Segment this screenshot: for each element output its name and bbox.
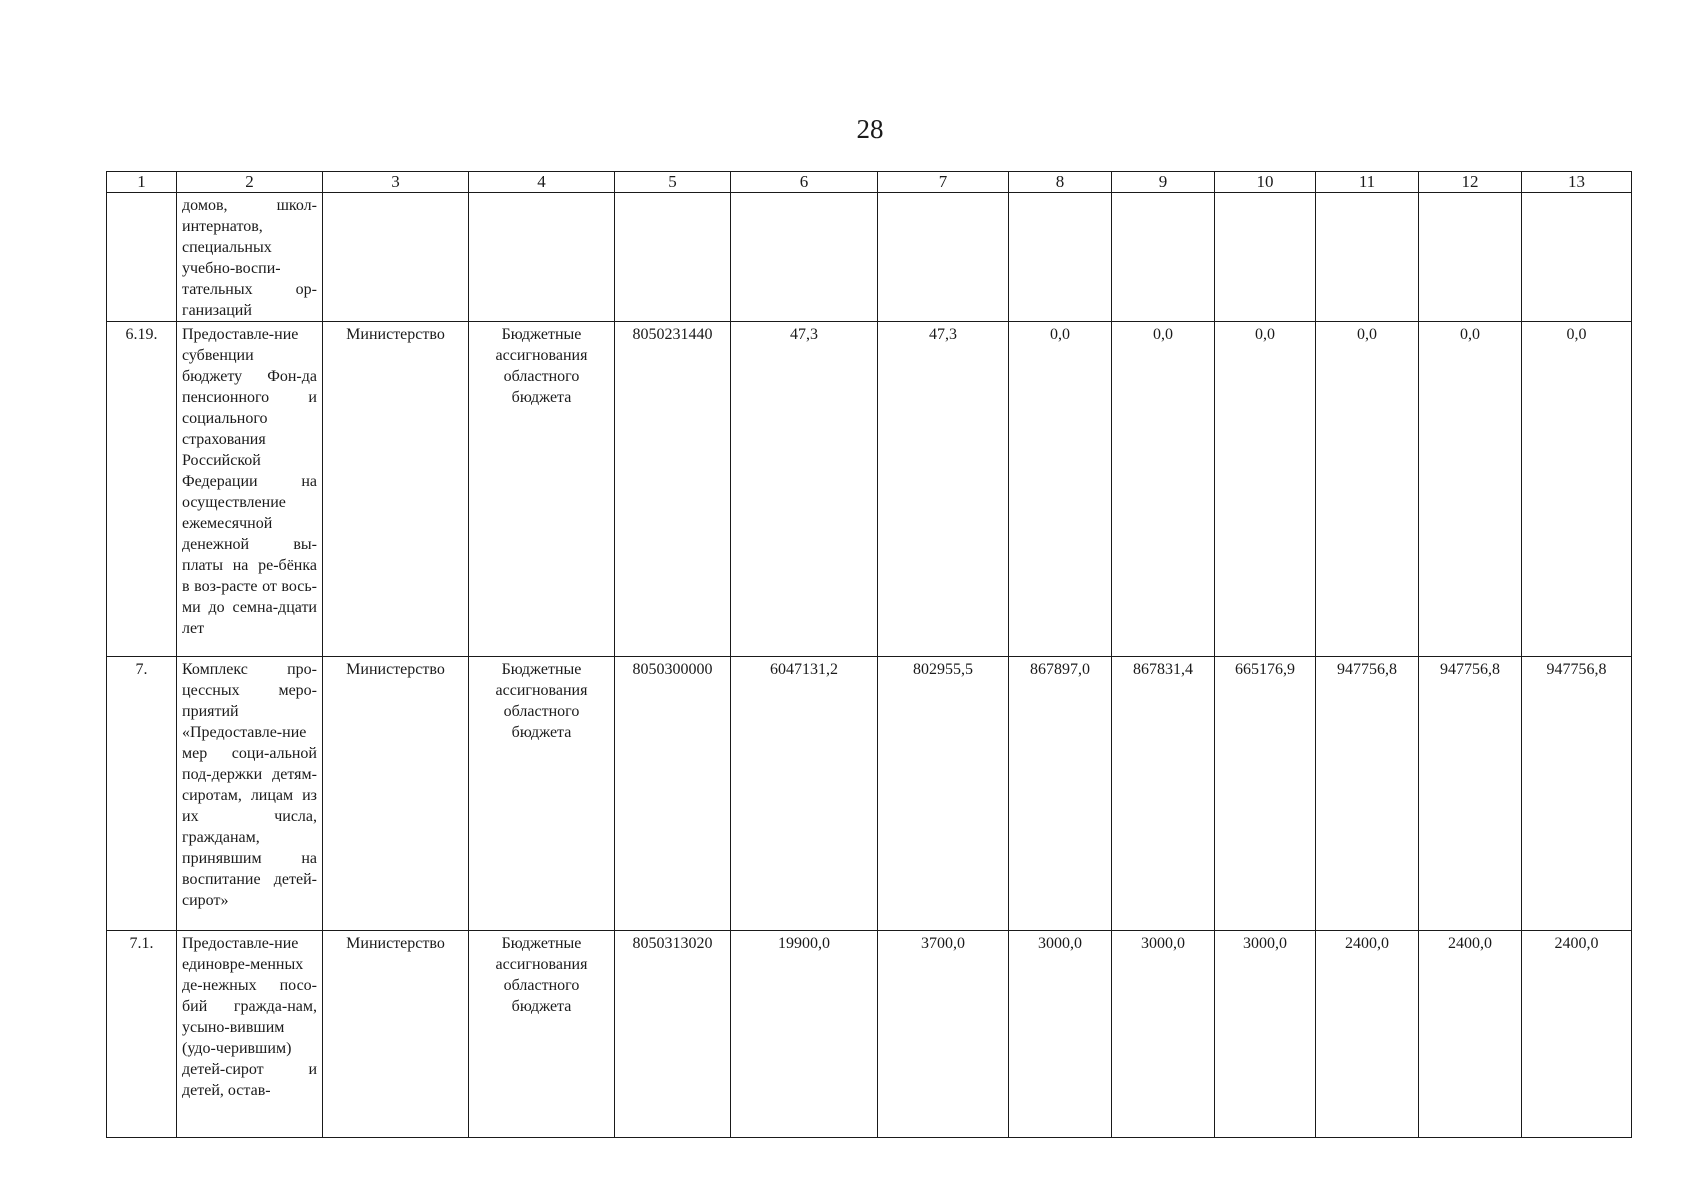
value-cell: 947756,8 — [1316, 657, 1419, 931]
table-row — [107, 193, 1632, 322]
value-cell: 2400,0 — [1316, 931, 1419, 1138]
column-header: 11 — [1316, 172, 1419, 193]
value-cell — [1419, 193, 1522, 322]
value-cell: 0,0 — [1215, 322, 1316, 657]
header-row — [107, 172, 1632, 193]
table-row — [107, 322, 1632, 657]
measure-name: домов, школ-интернатов, специальных учебно-воспи-тательных ор-ганизаций — [177, 193, 323, 322]
row-number: 7. — [107, 657, 177, 931]
value-cell: 3700,0 — [878, 931, 1009, 1138]
value-cell: 0,0 — [1419, 322, 1522, 657]
executor-cell — [323, 193, 469, 322]
column-header: 5 — [615, 172, 731, 193]
executor-cell: Министерство — [323, 931, 469, 1138]
value-cell: 802955,5 — [878, 657, 1009, 931]
value-cell: 47,3 — [731, 322, 878, 657]
value-cell — [1009, 193, 1112, 322]
value-cell: 867897,0 — [1009, 657, 1112, 931]
row-number: 6.19. — [107, 322, 177, 657]
budget-code-cell — [615, 193, 731, 322]
column-header: 1 — [107, 172, 177, 193]
budget-code-cell: 8050313020 — [615, 931, 731, 1138]
executor-cell: Министерство — [323, 657, 469, 931]
funding-source-cell — [469, 193, 615, 322]
budget-table — [106, 171, 1632, 1138]
row-number: 7.1. — [107, 931, 177, 1138]
value-cell: 2400,0 — [1419, 931, 1522, 1138]
row-number — [107, 193, 177, 322]
value-cell: 0,0 — [1522, 322, 1632, 657]
funding-source-cell: Бюджетные ассигнования областного бюджета — [469, 322, 615, 657]
column-header: 12 — [1419, 172, 1522, 193]
value-cell: 19900,0 — [731, 931, 878, 1138]
measure-name: Комплекс про-цессных меро-приятий «Предоставле-ние мер соци-альной под-держки детям-сиротам, лицам из их числа, гражданам, принявшим на воспитание детей-сирот» — [177, 657, 323, 931]
measure-name: Предоставле-ние субвенции бюджету Фон-да пенсионного и социального страхования Российской Федерации на осуществление ежемесячной денежной вы-платы на ре-бёнка в воз-расте от вось-ми до семна-дцати лет — [177, 322, 323, 657]
value-cell — [878, 193, 1009, 322]
value-cell: 6047131,2 — [731, 657, 878, 931]
value-cell: 47,3 — [878, 322, 1009, 657]
value-cell: 3000,0 — [1009, 931, 1112, 1138]
value-cell — [1215, 193, 1316, 322]
value-cell: 0,0 — [1009, 322, 1112, 657]
table-row — [107, 657, 1632, 931]
value-cell — [1522, 193, 1632, 322]
value-cell — [1316, 193, 1419, 322]
funding-source-cell: Бюджетные ассигнования областного бюджета — [469, 657, 615, 931]
page-number: 28 — [856, 114, 884, 144]
column-header: 7 — [878, 172, 1009, 193]
table-row — [107, 931, 1632, 1138]
column-header: 9 — [1112, 172, 1215, 193]
value-cell: 2400,0 — [1522, 931, 1632, 1138]
value-cell: 0,0 — [1112, 322, 1215, 657]
column-header: 13 — [1522, 172, 1632, 193]
value-cell: 947756,8 — [1522, 657, 1632, 931]
executor-cell: Министерство — [323, 322, 469, 657]
value-cell: 3000,0 — [1112, 931, 1215, 1138]
value-cell: 0,0 — [1316, 322, 1419, 657]
budget-code-cell: 8050300000 — [615, 657, 731, 931]
column-header: 3 — [323, 172, 469, 193]
budget-code-cell: 8050231440 — [615, 322, 731, 657]
value-cell: 867831,4 — [1112, 657, 1215, 931]
column-header: 4 — [469, 172, 615, 193]
column-header: 10 — [1215, 172, 1316, 193]
value-cell: 665176,9 — [1215, 657, 1316, 931]
value-cell — [1112, 193, 1215, 322]
measure-name: Предоставле-ние единовре-менных де-нежных посо-бий гражда-нам, усыно-вившим (удо-черившим) детей-сирот и детей, остав- — [177, 931, 323, 1138]
column-header: 2 — [177, 172, 323, 193]
value-cell — [731, 193, 878, 322]
value-cell: 947756,8 — [1419, 657, 1522, 931]
value-cell: 3000,0 — [1215, 931, 1316, 1138]
column-header: 6 — [731, 172, 878, 193]
funding-source-cell: Бюджетные ассигнования областного бюджета — [469, 931, 615, 1138]
column-header: 8 — [1009, 172, 1112, 193]
